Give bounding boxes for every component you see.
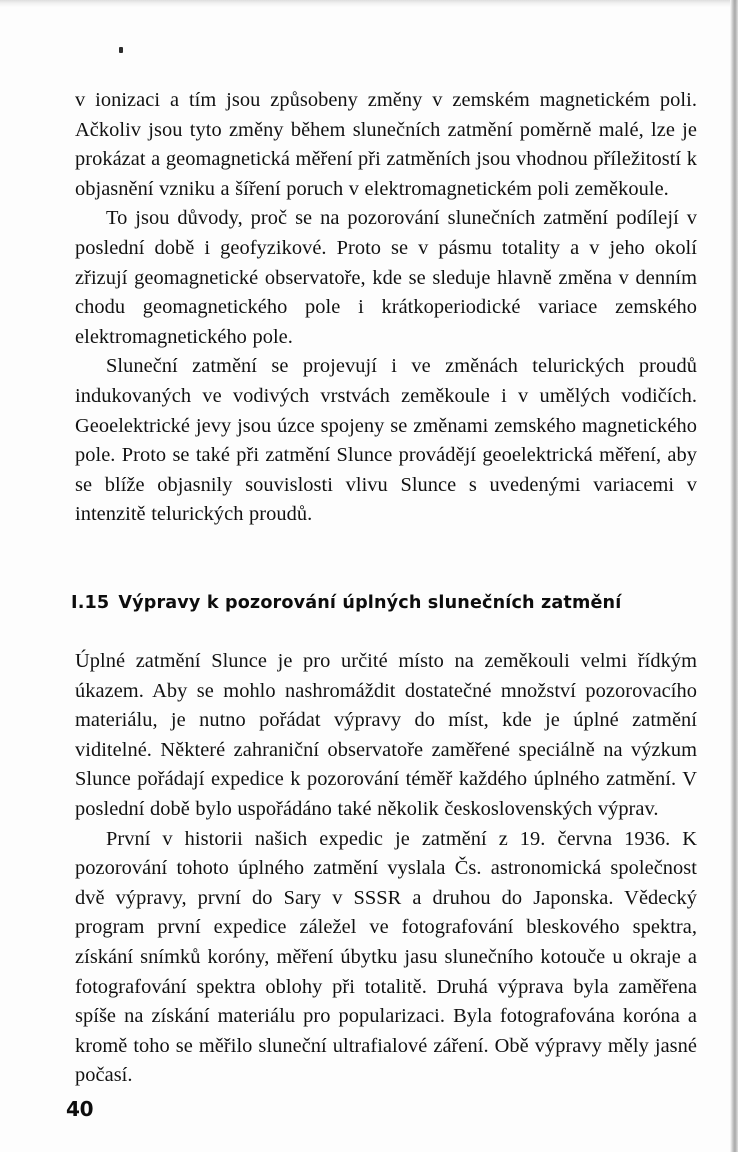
paragraph: Úplné zatmění Slunce je pro určité místo na zeměkouli velmi řídkým úkazem. Aby se mohlo nashromáždit dostatečné množství pozorovacího materiálu, je nutno pořádat výpravy do míst, kde je úplné zatmění viditelné. Některé zahraniční observatoře zaměřené speciálně na výzkum Slunce pořádají expedice k pozorování téměř každého úplného zatmění. V poslední době bylo uspořádáno také několik československých výprav. xyxy=(75,650,697,820)
section-heading xyxy=(71,591,711,615)
paragraph: To jsou důvody, proč se na pozorování slunečních zatmění podílejí v poslední době i geofyzikové. Proto se v pásmu totality a v jeho okolí zřizují geomagnetické observatoře, kde se sleduje hlavně změna v denním chodu geomagnetického pole i krátkoperiodické variace zemského elektromagnetického pole. xyxy=(75,207,697,348)
scan-right-gutter-artifact xyxy=(738,0,753,1152)
text-block-before-heading xyxy=(75,86,697,530)
section-heading-number: I.15 xyxy=(71,593,110,613)
text-block-after-heading xyxy=(75,647,697,1091)
page-number: 40 xyxy=(66,1097,94,1121)
paragraph: Sluneční zatmění se projevují i ve změnách telurických proudů indukovaných ve vodivých vrstvách zeměkoule i v umělých vodičích. Geoelektrické jevy jsou úzce spojeny se změnami zemského magnetického pole. Proto se také při zatmění Slunce provádějí geoelektrická měření, aby se blíže objasnily souvislosti vlivu Slunce s uvedenými variacemi v intenzitě telurických proudů. xyxy=(75,355,697,526)
scan-speck-artifact xyxy=(119,47,123,53)
section-heading-line xyxy=(71,591,711,615)
paragraph: První v historii našich expedic je zatmění z 19. června 1936. K pozorování tohoto úplného zatmění vyslala Čs. astronomická společnost dvě výpravy, první do Sary v SSSR a druhou do Japonska. Vědecký program první expedice záležel ve fotografování bleskového spektra, získání snímků koróny, měření úbytku jasu slunečního kotouče u okraje a fotografování spektra oblohy při totalitě. Druhá výprava byla zaměřena spíše na získání materiálu pro popularizaci. Byla fotografována koróna a kromě toho se měřilo sluneční ultrafialové záření. Obě výpravy měly jasné počasí. xyxy=(75,827,697,1087)
paragraph: v ionizaci a tím jsou způsobeny změny v zemském magnetickém poli. Ačkoliv jsou tyto změny během slunečních zatmění poměrně malé, lze je prokázat a geomagnetická měření při zatměních jsou vhodnou příležitostí k objasnění vzniku a šíření poruch v elektromagnetickém poli zeměkoule. xyxy=(75,89,697,200)
section-heading-title: Výpravy k pozorování úplných slunečních zatmění xyxy=(118,593,622,613)
scan-right-edge-artifact xyxy=(730,0,739,1152)
scan-top-edge-artifact xyxy=(0,0,753,7)
